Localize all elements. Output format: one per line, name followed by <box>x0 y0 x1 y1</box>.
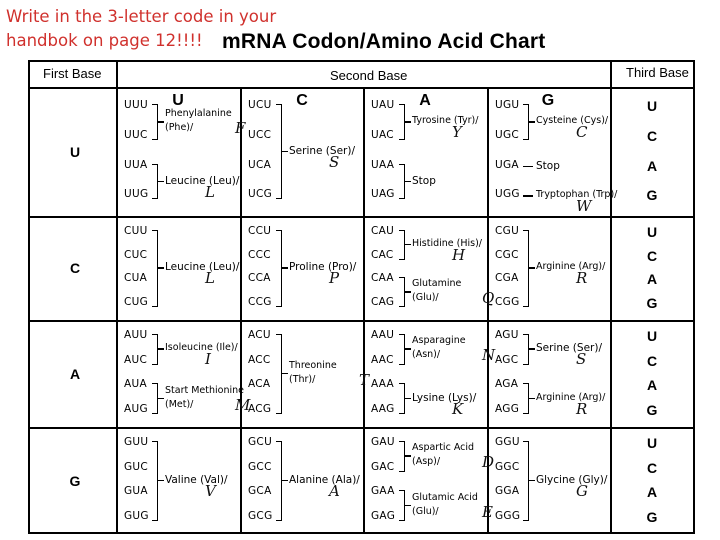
codon: GUC <box>124 460 149 473</box>
handwritten-code: E <box>482 502 493 521</box>
third-base-c: C <box>646 459 658 476</box>
amino-acid-label: Glutamic Acid (Glu)/ <box>412 491 478 517</box>
codon: GCG <box>248 509 273 522</box>
codon: GGG <box>495 509 521 522</box>
codon: UCU <box>248 99 272 112</box>
third-base-a: A <box>646 377 658 394</box>
amino-acid-label: Histidine (His)/ <box>412 237 482 249</box>
codon: ACU <box>248 329 271 342</box>
amino-acid-label: Glycine (Gly)/ <box>536 473 608 486</box>
handwritten-code: M <box>235 395 251 414</box>
codon: GGC <box>495 460 520 473</box>
amino-acid-label: Isoleucine (Ile)/ <box>165 342 238 354</box>
bracket-tick <box>523 166 533 167</box>
codon: UCC <box>248 129 272 142</box>
handwritten-code: T <box>359 370 370 389</box>
bracket-tick <box>405 291 411 292</box>
bracket-tick <box>282 151 288 152</box>
second-base-c: C <box>296 92 308 109</box>
codon: UUA <box>124 158 148 171</box>
codon: CCC <box>248 248 271 261</box>
bracket-tick <box>405 455 411 456</box>
third-base-a: A <box>646 484 658 501</box>
codon: GUU <box>124 436 149 449</box>
grid-line <box>28 87 695 89</box>
amino-acid-label: Serine (Ser)/ <box>289 144 355 157</box>
codon: UUG <box>124 188 149 201</box>
codon: CAC <box>371 248 394 261</box>
handwritten-code: G <box>576 481 588 500</box>
bracket-tick <box>529 398 535 399</box>
amino-acid-label: Stop <box>536 159 560 172</box>
bracket-tick <box>405 505 411 506</box>
bracket-tick <box>523 195 533 196</box>
grid-line <box>28 320 695 322</box>
bracket-tick <box>282 480 288 481</box>
handwritten-code: A <box>329 481 340 500</box>
third-base-g: G <box>646 401 658 418</box>
amino-acid-label: Lysine (Lys)/ <box>412 391 477 404</box>
codon: GAC <box>371 460 395 473</box>
amino-acid-label: Asparagine (Asn)/ <box>412 335 466 361</box>
codon: CCU <box>248 224 272 237</box>
handwritten-code: K <box>452 399 464 418</box>
grid-line <box>240 87 242 534</box>
first-base-g: G <box>69 472 81 489</box>
handwritten-code: Y <box>452 123 462 142</box>
second-base-a: A <box>419 92 431 109</box>
third-base-u: U <box>646 98 658 115</box>
amino-acid-label: Start Methionine (Met)/ <box>165 384 244 410</box>
codon: CGU <box>495 224 520 237</box>
amino-acid-label: Valine (Val)/ <box>165 473 228 486</box>
handwritten-code: I <box>205 350 211 369</box>
codon: GUG <box>124 509 149 522</box>
third-base-c: C <box>646 247 658 264</box>
codon: AUG <box>124 402 148 415</box>
codon: UAU <box>371 99 395 112</box>
codon: CUU <box>124 224 148 237</box>
amino-acid-label: Stop <box>412 174 436 187</box>
codon: UAA <box>371 158 395 171</box>
codon: ACC <box>248 353 271 366</box>
third-base-u: U <box>646 223 658 240</box>
codon: CCA <box>248 272 271 285</box>
handwritten-code: Q <box>482 289 495 308</box>
handwritten-code: R <box>576 399 588 418</box>
bracket-tick <box>405 121 411 122</box>
codon: GGA <box>495 485 520 498</box>
second-base-header: Second Base <box>330 68 408 83</box>
codon: AUC <box>124 353 148 366</box>
codon: GCA <box>248 485 272 498</box>
bracket-tick <box>529 480 535 481</box>
handwritten-code: C <box>576 123 588 142</box>
codon: GGU <box>495 436 520 449</box>
amino-acid-label: Arginine (Arg)/ <box>536 391 606 403</box>
codon: GAU <box>371 436 395 449</box>
bracket-tick <box>158 181 164 182</box>
grid-line <box>116 60 118 534</box>
bracket-tick <box>405 398 411 399</box>
codon: CUG <box>124 296 149 309</box>
bracket-tick <box>529 121 535 122</box>
amino-acid-label: Threonine (Thr)/ <box>289 359 337 385</box>
codon: CGC <box>495 248 519 261</box>
first-base-a: A <box>69 365 81 382</box>
codon: UCA <box>248 158 272 171</box>
handwritten-code: L <box>205 182 215 201</box>
codon: AGA <box>495 378 519 391</box>
handwritten-code: R <box>576 269 588 288</box>
bracket-tick <box>282 373 288 374</box>
amino-acid-label: Alanine (Ala)/ <box>289 473 360 486</box>
first-base-u: U <box>69 143 81 160</box>
codon: UUU <box>124 99 148 112</box>
codon: AAU <box>371 329 395 342</box>
codon: AUA <box>124 378 147 391</box>
bracket-tick <box>529 267 535 268</box>
handwritten-code: H <box>452 245 466 264</box>
grid-line <box>28 427 695 429</box>
codon: CGG <box>495 296 520 309</box>
bracket-tick <box>405 348 411 349</box>
amino-acid-label: Arginine (Arg)/ <box>536 261 606 273</box>
codon: GAA <box>371 485 395 498</box>
codon: AGU <box>495 329 519 342</box>
second-base-g: G <box>541 92 555 109</box>
third-base-u: U <box>646 328 658 345</box>
handwritten-code: P <box>329 269 340 288</box>
amino-acid-label: Tryptophan (Trp)/ <box>536 189 618 201</box>
bracket-tick <box>282 267 288 268</box>
codon: UGA <box>495 158 519 171</box>
grid-line <box>28 216 695 218</box>
codon: CAA <box>371 272 394 285</box>
handwritten-code: D <box>482 453 495 472</box>
codon: AAA <box>371 378 395 391</box>
codon: AUU <box>124 329 148 342</box>
bracket-tick <box>158 480 164 481</box>
bracket-tick <box>158 267 164 268</box>
handwritten-code: F <box>235 119 246 138</box>
codon: UAC <box>371 129 394 142</box>
codon: CCG <box>248 296 272 309</box>
codon: UGC <box>495 129 520 142</box>
codon: CUA <box>124 272 148 285</box>
third-base-c: C <box>646 352 658 369</box>
third-base-header: Third Base <box>626 65 689 80</box>
handwritten-code: L <box>205 269 215 288</box>
bracket-tick <box>158 348 164 349</box>
amino-acid-label: Aspartic Acid (Asp)/ <box>412 442 475 468</box>
codon: GCU <box>248 436 273 449</box>
third-base-g: G <box>646 508 658 525</box>
codon: ACA <box>248 378 271 391</box>
handwritten-code: V <box>205 481 216 500</box>
third-base-a: A <box>646 271 658 288</box>
third-base-u: U <box>646 435 658 452</box>
codon: AAC <box>371 353 394 366</box>
handwritten-code: S <box>329 152 340 171</box>
codon: AAG <box>371 402 395 415</box>
instruction-line-1: Write in the 3-letter code in your <box>6 7 277 26</box>
codon: GAG <box>371 509 396 522</box>
chart-title: mRNA Codon/Amino Acid Chart <box>222 30 546 53</box>
codon: UGG <box>495 188 520 201</box>
bracket-tick <box>529 348 535 349</box>
bracket-tick <box>405 181 411 182</box>
instruction-line-2: handbok on page 12!!!! <box>6 31 203 50</box>
amino-acid-label: Tyrosine (Tyr)/ <box>412 115 479 127</box>
bracket-tick <box>405 244 411 245</box>
first-base-c: C <box>69 260 81 276</box>
bracket-tick <box>158 398 164 399</box>
third-base-g: G <box>646 295 658 312</box>
codon: UGU <box>495 99 520 112</box>
amino-acid-label: Phenylalanine (Phe)/ <box>165 108 232 134</box>
amino-acid-label: Leucine (Leu)/ <box>165 174 240 187</box>
handwritten-code: S <box>576 350 587 369</box>
amino-acid-label: Glutamine (Glu)/ <box>412 278 462 304</box>
third-base-g: G <box>646 187 658 204</box>
second-base-u: U <box>172 92 184 109</box>
codon: AGC <box>495 353 519 366</box>
codon: CGA <box>495 272 519 285</box>
codon: AGG <box>495 402 520 415</box>
amino-acid-label: Leucine (Leu)/ <box>165 261 240 274</box>
codon: GCC <box>248 460 272 473</box>
codon: CAG <box>371 296 395 309</box>
codon: UCG <box>248 188 273 201</box>
grid-line <box>363 87 365 534</box>
third-base-c: C <box>646 128 658 145</box>
bracket-tick <box>158 121 164 122</box>
third-base-a: A <box>646 157 658 174</box>
first-base-header: First Base <box>43 66 102 81</box>
amino-acid-label: Proline (Pro)/ <box>289 261 357 274</box>
grid-line <box>610 60 612 534</box>
amino-acid-label: Serine (Ser)/ <box>536 342 602 355</box>
codon: GUA <box>124 485 148 498</box>
codon: UUC <box>124 129 148 142</box>
codon: CUC <box>124 248 148 261</box>
codon: CAU <box>371 224 395 237</box>
handwritten-code: N <box>482 346 496 365</box>
codon: ACG <box>248 402 272 415</box>
handwritten-code: W <box>576 197 592 216</box>
amino-acid-label: Cysteine (Cys)/ <box>536 115 609 127</box>
codon: UAG <box>371 188 395 201</box>
